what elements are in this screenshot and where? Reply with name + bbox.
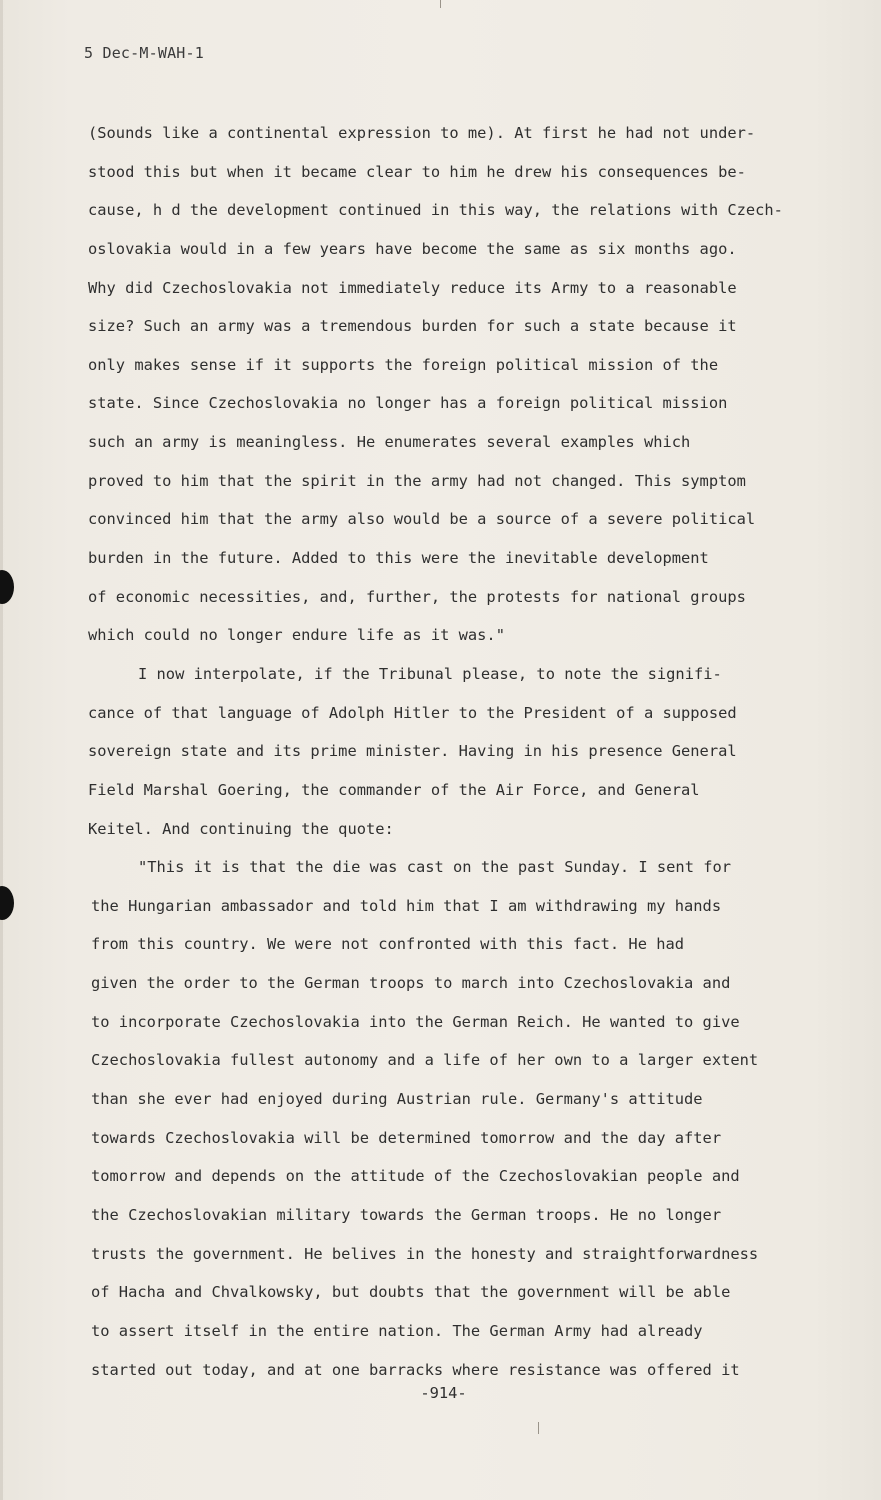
text-line: size? Such an army was a tremendous burden for such a state because it <box>88 317 737 336</box>
text-line: cause, h d the development continued in this way, the relations with Czech- <box>88 201 783 220</box>
text-line: than she ever had enjoyed during Austrian rule. Germany's attitude <box>91 1090 703 1109</box>
text-line: stood this but when it became clear to him he drew his consequences be- <box>88 162 746 181</box>
document-body <box>88 114 813 1389</box>
text-line: tomorrow and depends on the attitude of the Czechoslovakian people and <box>91 1167 740 1186</box>
text-line: the Czechoslovakian military towards the German troops. He no longer <box>91 1205 722 1224</box>
text-line: of economic necessities, and, further, the protests for national groups <box>88 587 746 606</box>
text-line: of Hacha and Chvalkowsky, but doubts that the government will be able <box>91 1283 731 1302</box>
text-line: such an army is meaningless. He enumerates several examples which <box>88 433 691 452</box>
text-line: sovereign state and its prime minister. Having in his presence General <box>88 742 737 761</box>
text-line: state. Since Czechoslovakia no longer has a foreign political mission <box>88 394 728 413</box>
text-line: convinced him that the army also would be a source of a severe political <box>88 510 756 529</box>
text-line: (Sounds like a continental expression to me). At first he had not under- <box>88 124 756 142</box>
text-line: Field Marshal Goering, the commander of the Air Force, and General <box>88 780 700 799</box>
text-line: to assert itself in the entire nation. The German Army had already <box>91 1321 703 1340</box>
text-line: cance of that language of Adolph Hitler to the President of a supposed <box>88 703 737 722</box>
text-line: proved to him that the spirit in the army had not changed. This symptom <box>88 471 746 490</box>
text-line: given the order to the German troops to march into Czechoslovakia and <box>91 974 731 993</box>
text-line: burden in the future. Added to this were the inevitable development <box>88 549 709 568</box>
text-line: only makes sense if it supports the foreign political mission of the <box>88 355 719 374</box>
text-line: Keitel. And continuing the quote: <box>88 819 394 838</box>
page-edge <box>0 0 3 1500</box>
text-line: the Hungarian ambassador and told him that I am withdrawing my hands <box>91 896 722 915</box>
text-line: which could no longer endure life as it was." <box>88 626 505 645</box>
page-header: 5 Dec-M-WAH-1 <box>84 44 204 62</box>
text-line: to incorporate Czechoslovakia into the German Reich. He wanted to give <box>91 1012 740 1031</box>
text-line: Why did Czechoslovakia not immediately reduce its Army to a reasonable <box>88 278 737 297</box>
paper-mark <box>440 0 441 8</box>
text-line: started out today, and at one barracks where resistance was offered it <box>91 1360 740 1379</box>
paper-mark <box>538 1422 539 1434</box>
text-line: from this country. We were not confronted with this fact. He had <box>91 935 685 954</box>
punch-hole-upper <box>0 570 14 604</box>
page-number: -914- <box>420 1384 467 1402</box>
text-line: towards Czechoslovakia will be determined tomorrow and the day after <box>91 1128 722 1147</box>
punch-hole-lower <box>0 886 14 920</box>
text-line: trusts the government. He belives in the honesty and straightforwardness <box>91 1244 759 1263</box>
text-line: "This it is that the die was cast on the past Sunday. I sent for <box>138 858 732 877</box>
text-line: Czechoslovakia fullest autonomy and a life of her own to a larger extent <box>91 1051 759 1070</box>
text-line: I now interpolate, if the Tribunal please, to note the signifi- <box>138 664 722 683</box>
text-line: oslovakia would in a few years have become the same as six months ago. <box>88 239 737 258</box>
